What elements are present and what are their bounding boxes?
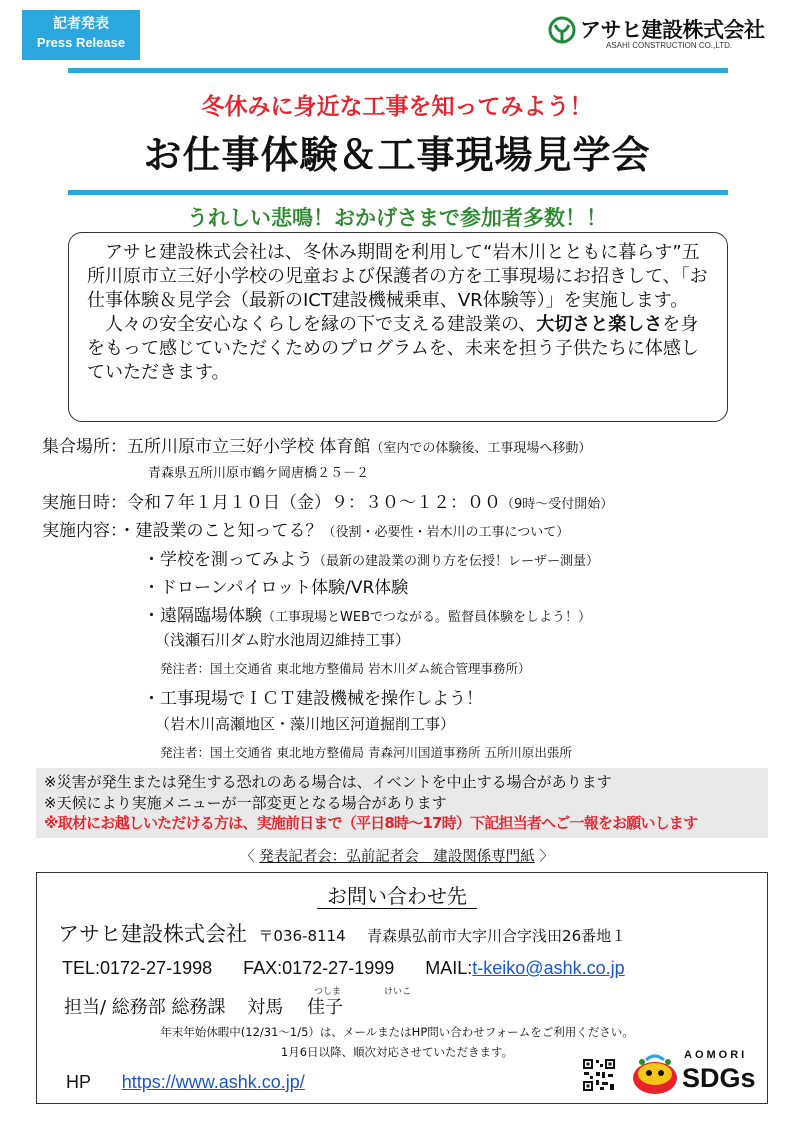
top-divider bbox=[68, 68, 728, 73]
badge-label-en: Press Release bbox=[36, 35, 126, 50]
program-item-5-client: 発注者：国土交通省 東北地方整備局 青森河川国道事務所 五所川原出張所 bbox=[160, 745, 572, 760]
given-name-ruby: けいこ bbox=[384, 987, 412, 997]
contact-postal: 〒036-8114 bbox=[258, 927, 346, 945]
venue-name: 五所川原市立三好小学校 体育館 bbox=[127, 437, 371, 457]
aomori-sdgs-logo bbox=[626, 1046, 756, 1098]
intro-emphasis: 大切さと楽しさ bbox=[536, 314, 663, 335]
contact-fax: FAX:0172-27-1999 bbox=[243, 958, 395, 978]
hp-link[interactable]: https://www.ashk.co.jp/ bbox=[121, 1072, 305, 1092]
contact-given-name: 佳子 bbox=[306, 997, 343, 1018]
qr-code-icon[interactable] bbox=[582, 1058, 616, 1092]
program-item-1-note: （役割・必要性・岩木川の工事について） bbox=[322, 525, 570, 540]
date-label: 実施日時： bbox=[42, 493, 127, 513]
contact-address: 青森県弘前市大字川合字浅田26番地１ bbox=[367, 927, 627, 945]
contact-company-row bbox=[58, 918, 626, 948]
program-item-1: ・建設業のこと知ってる？ bbox=[118, 521, 323, 541]
venue-note: （室内での体験後、工事現場へ移動） bbox=[370, 441, 592, 456]
press-close-bracket: 〉 bbox=[539, 849, 554, 865]
program-row-2 bbox=[143, 545, 599, 570]
press-club-line bbox=[0, 845, 794, 866]
program-item-3: ・ドローンパイロット体験/VR体験 bbox=[143, 578, 409, 598]
program-item-5: ・工事現場でＩＣＴ建設機械を操作しよう！ bbox=[143, 689, 483, 709]
contact-phone-row bbox=[62, 958, 625, 979]
program-item-4-client: 発注者：国土交通省 東北地方整備局 岩木川ダム統合管理事務所） bbox=[160, 661, 531, 676]
title-divider bbox=[68, 190, 728, 195]
tagline: うれしい悲鳴！おかげさまで参加者多数！！ bbox=[187, 206, 607, 230]
event-subtitle: 冬休みに身近な工事を知ってみよう！ bbox=[201, 94, 593, 120]
note-2: ※天候により実施メニューが一部変更となる場合があります bbox=[44, 793, 447, 812]
program-item-4-note: （工事現場とWEBでつながる。監督員体験をしよう！） bbox=[262, 610, 591, 625]
note-1: ※災害が発生または発生する恐れのある場合は、イベントを中止する場合があります bbox=[44, 773, 612, 791]
logo-company-name: アサヒ建設株式会社 bbox=[580, 18, 765, 42]
program-row-1 bbox=[42, 516, 569, 541]
intro-box bbox=[68, 232, 728, 422]
contact-surname: 対馬 bbox=[247, 997, 284, 1018]
program-item-2-note: （最新の建設業の測り方を伝授！レーザー測量） bbox=[313, 554, 600, 569]
intro-paragraph-2 bbox=[87, 313, 713, 385]
program-item-4-site: （浅瀬石川ダム貯水池周辺維持工事） bbox=[155, 631, 411, 649]
contact-title bbox=[0, 880, 794, 909]
hp-row bbox=[66, 1072, 305, 1093]
hp-label: HP bbox=[66, 1072, 91, 1092]
event-title: お仕事体験＆工事現場見学会 bbox=[143, 133, 651, 177]
logo-company-name-en: ASAHI CONSTRUCTION CO.,LTD. bbox=[606, 41, 733, 50]
sdgs-aomori-text: AOMORI bbox=[684, 1049, 748, 1061]
sdgs-text: SDGs bbox=[682, 1063, 756, 1093]
contact-person-row bbox=[64, 993, 343, 1019]
press-open-bracket: 〈 bbox=[240, 849, 255, 865]
program-item-5-site: （岩木川高瀬地区・藻川地区河道掘削工事） bbox=[155, 715, 456, 733]
contact-tel: TEL:0172-27-1998 bbox=[62, 958, 213, 978]
venue-address: 青森県五所川原市鶴ケ岡唐橋２５－２ bbox=[148, 466, 370, 481]
date-value: 令和７年１月１０日（金）９：３０～１２：００ bbox=[127, 493, 501, 513]
program-label: 実施内容： bbox=[42, 521, 119, 541]
date-note: （9時～受付開始） bbox=[501, 497, 614, 512]
intro-text-a: 人々の安全安心なくらしを縁の下で支える建設業の、 bbox=[105, 314, 537, 335]
contact-mail-link[interactable]: t-keiko@ashk.co.jp bbox=[472, 958, 625, 978]
asahi-logo-icon bbox=[548, 16, 576, 44]
intro-paragraph-1: アサヒ建設株式会社は、冬休み期間を利用して“岩木川とともに暮らす”五所川原市立三好小学校の児童および保護者の方を工事現場にお招きして、「お仕事体験＆見学会（最新のICT建設機械乗車、VR体験等）」を実施します。 bbox=[87, 242, 708, 311]
press-release-badge bbox=[22, 10, 140, 60]
venue-label: 集合場所： bbox=[42, 437, 127, 457]
company-logo bbox=[548, 14, 774, 54]
contact-department: 担当/ 総務部 総務課 bbox=[64, 997, 226, 1018]
surname-ruby: つしま bbox=[314, 987, 342, 997]
program-item-2: ・学校を測ってみよう bbox=[143, 550, 313, 570]
venue-row bbox=[42, 432, 591, 457]
program-row-4 bbox=[143, 601, 591, 626]
contact-title-text: お問い合わせ先 bbox=[317, 884, 477, 909]
note-3: ※取材にお越しいただける方は、実施前日まで（平日8時～17時）下記担当者へご一報をお願いします bbox=[44, 814, 698, 832]
sdgs-mascot-icon bbox=[630, 1052, 680, 1096]
holiday-note-2: 1月6日以降、順次対応させていただきます。 bbox=[280, 1045, 514, 1059]
intro-text-c: を身をもって感じていただくためのプログラムを、未来を担う子供たちに体感していただきます。 bbox=[87, 314, 699, 383]
contact-company: アサヒ建設株式会社 bbox=[58, 922, 247, 946]
press-club-text: 発表記者会：弘前記者会 建設関係専門紙 bbox=[259, 849, 535, 865]
contact-mail-label: MAIL: bbox=[425, 958, 473, 978]
notes-box bbox=[36, 768, 768, 838]
badge-label-ja: 記者発表 bbox=[53, 16, 109, 32]
program-item-4: ・遠隔臨場体験 bbox=[143, 606, 262, 626]
holiday-note-1: 年末年始休暇中(12/31～1/5）は、メールまたはHP問い合わせフォームをご利用ください。 bbox=[160, 1025, 634, 1039]
date-row bbox=[42, 488, 613, 513]
